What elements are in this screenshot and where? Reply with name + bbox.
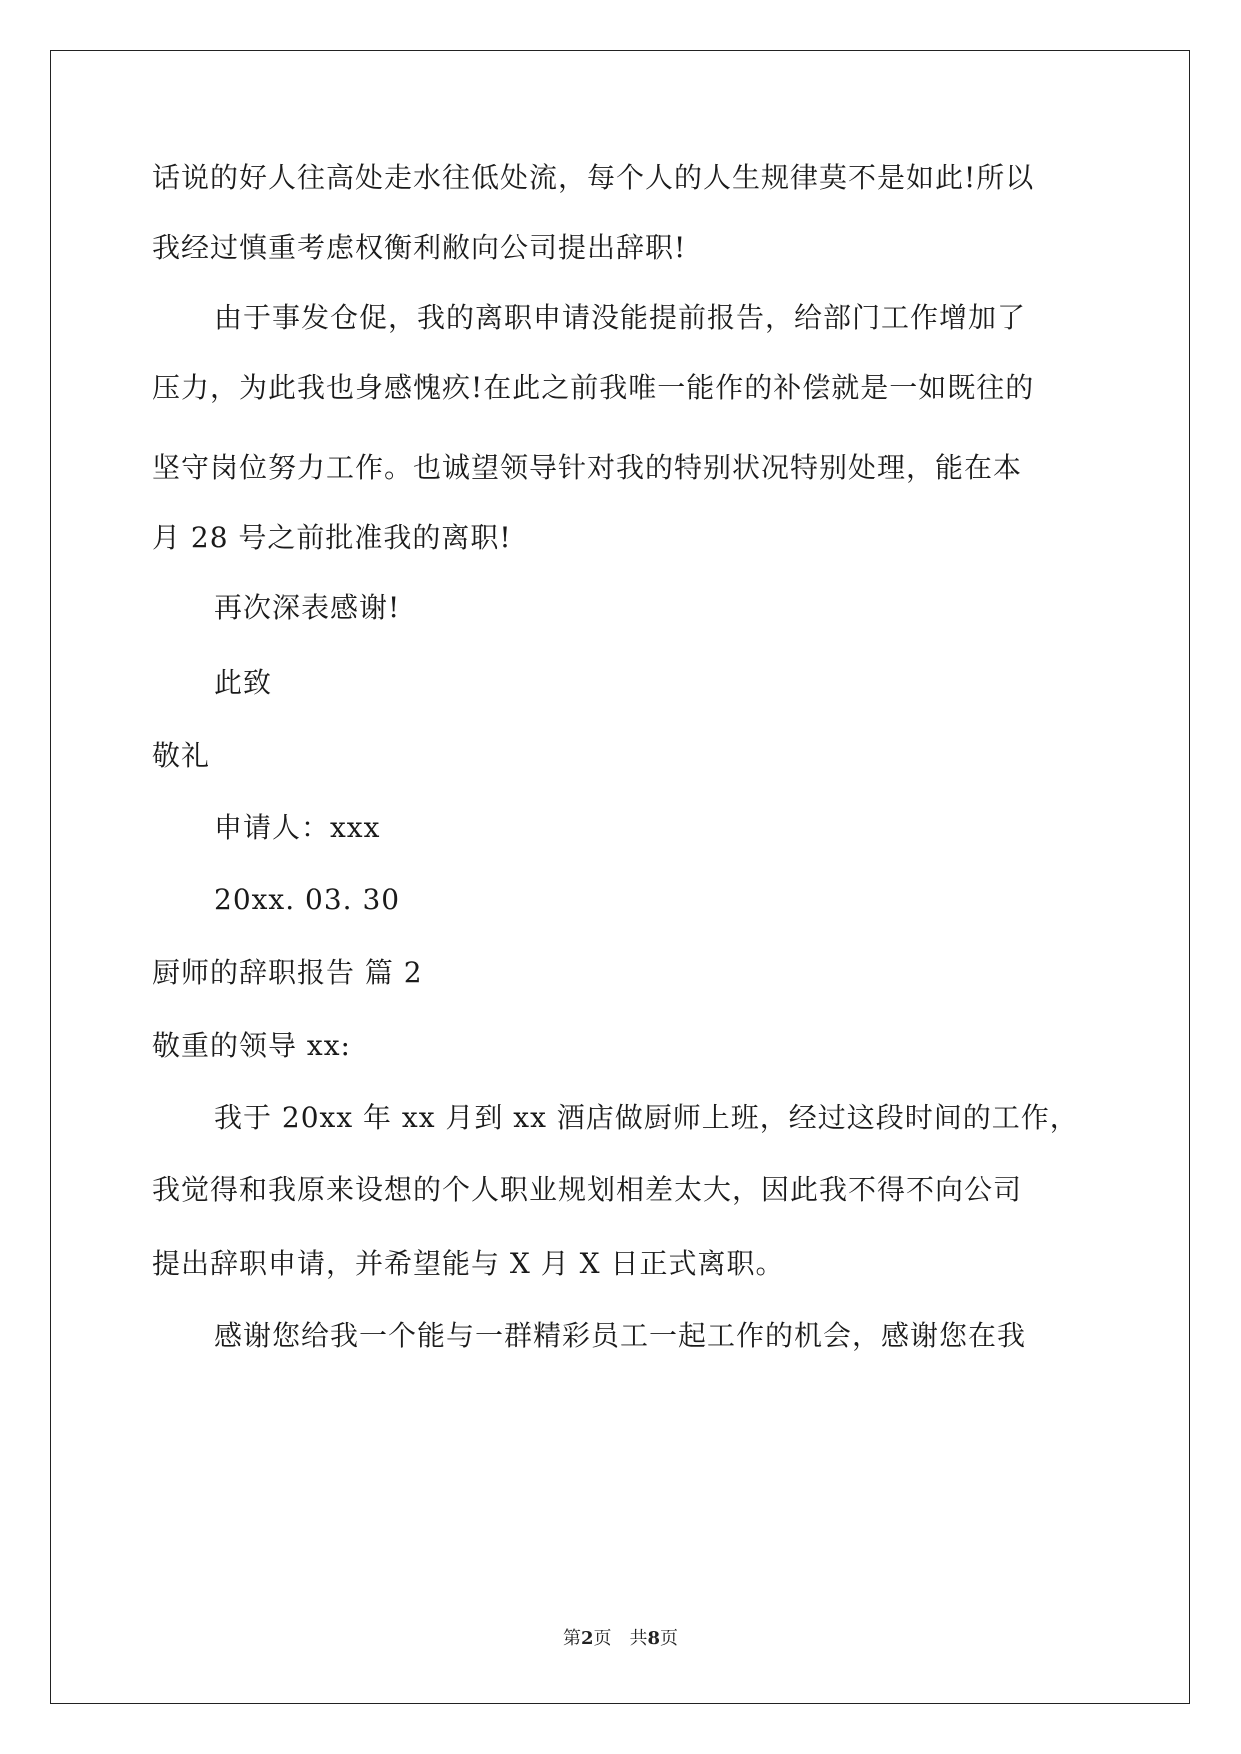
paragraph-line: 提出辞职申请，并希望能与 X 月 X 日正式离职。 bbox=[152, 1247, 785, 1280]
paragraph-line: 由于事发仓促，我的离职申请没能提前报告，给部门工作增加了 bbox=[214, 301, 1027, 334]
section-title: 厨师的辞职报告 篇 2 bbox=[152, 956, 423, 989]
paragraph-line: 我经过慎重考虑权衡利敝向公司提出辞职! bbox=[152, 231, 687, 264]
salutation-zhizhi: 此致 bbox=[214, 666, 273, 699]
page-mid: 页 共 bbox=[593, 1628, 648, 1649]
paragraph-line: 话说的好人往高处走水往低处流，每个人的人生规律莫不是如此!所以 bbox=[152, 161, 1035, 194]
page-footer bbox=[0, 1624, 1241, 1650]
paragraph-line: 感谢您给我一个能与一群精彩员工一起工作的机会，感谢您在我 bbox=[214, 1319, 1027, 1352]
paragraph-line: 月 28 号之前批准我的离职! bbox=[152, 521, 512, 554]
applicant-name: 申请人：xxx bbox=[214, 811, 381, 844]
closing-thanks: 再次深表感谢! bbox=[214, 591, 401, 624]
page-current: 2 bbox=[580, 1628, 594, 1649]
paragraph-line: 我于 20xx 年 xx 月到 xx 酒店做厨师上班，经过这段时间的工作， bbox=[214, 1101, 1079, 1134]
paragraph-line: 坚守岗位努力工作。也诚望领导针对我的特别状况特别处理，能在本 bbox=[152, 451, 1023, 484]
salutation-jingli: 敬礼 bbox=[152, 739, 211, 772]
page-total: 8 bbox=[647, 1628, 661, 1649]
page-suffix: 页 bbox=[660, 1628, 679, 1649]
paragraph-line: 压力，为此我也身感愧疚!在此之前我唯一能作的补偿就是一如既往的 bbox=[152, 371, 1035, 404]
letter-date: 20xx. 03. 30 bbox=[214, 883, 401, 916]
recipient-greeting: 敬重的领导 xx: bbox=[152, 1029, 351, 1062]
page-prefix: 第 bbox=[562, 1628, 581, 1649]
paragraph-line: 我觉得和我原来设想的个人职业规划相差太大，因此我不得不向公司 bbox=[152, 1173, 1023, 1206]
